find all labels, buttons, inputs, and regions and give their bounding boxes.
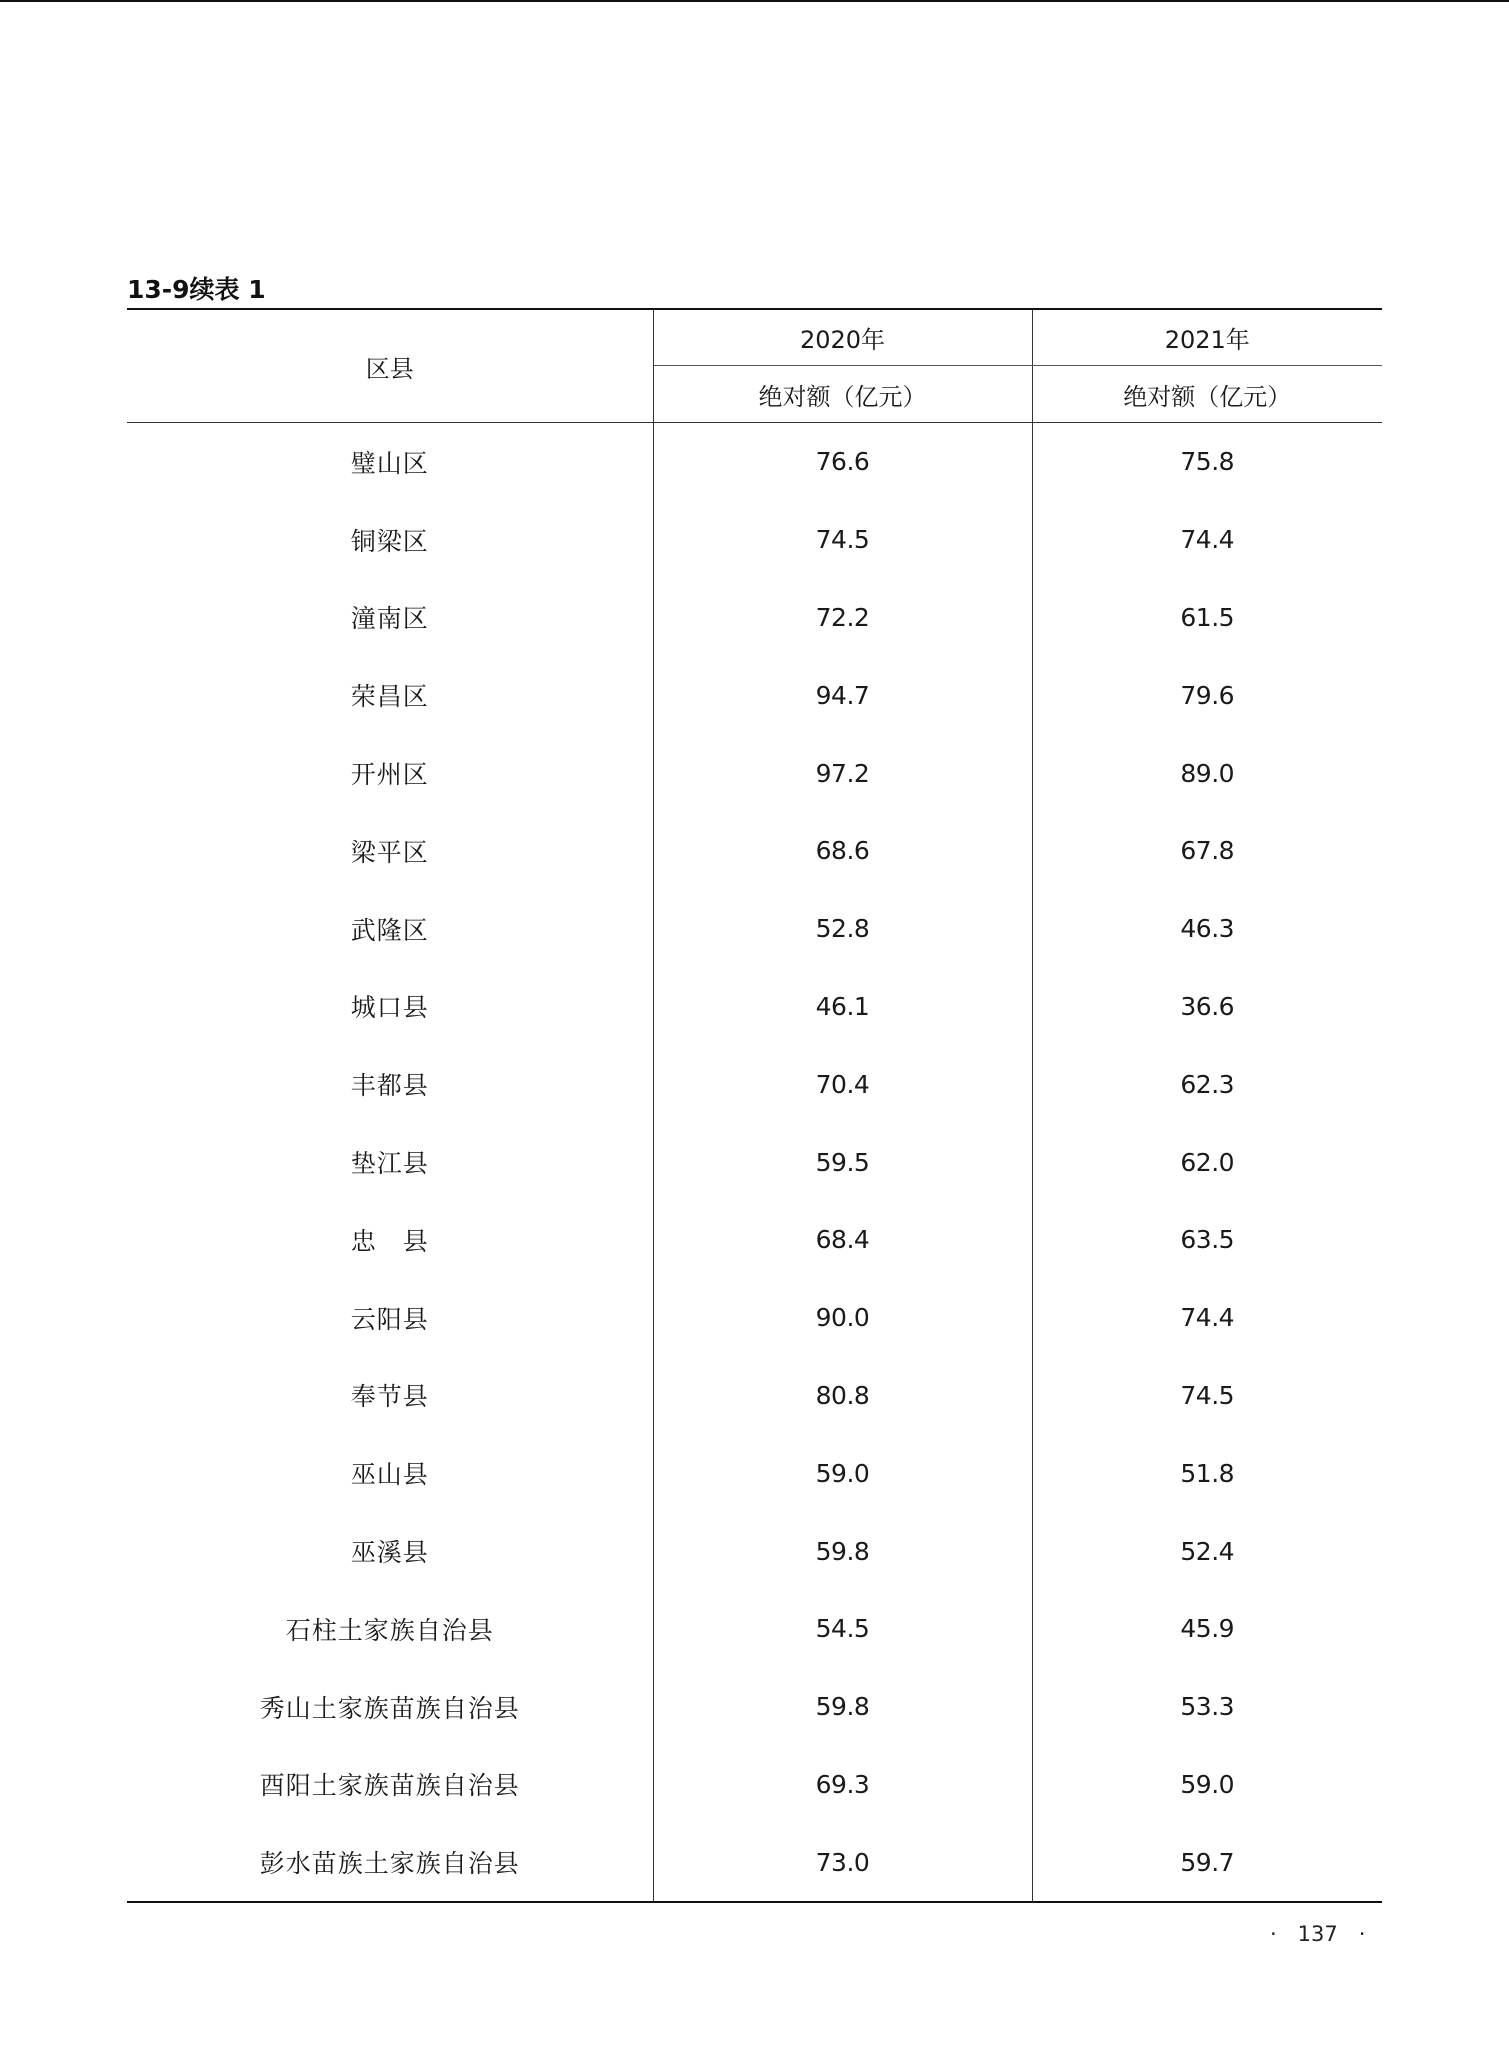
table-row [127, 1123, 1382, 1201]
county-name-cell: 荣昌区 [127, 656, 653, 734]
county-name-cell: 开州区 [127, 734, 653, 812]
table-body [127, 423, 1382, 1903]
value-2021-cell: 63.5 [1180, 1225, 1235, 1255]
value-2020-cell: 59.8 [653, 1512, 1032, 1590]
table-row [127, 423, 1382, 501]
value-2021-cell: 36.6 [1180, 991, 1235, 1021]
table-row [127, 890, 1382, 968]
table-row [127, 1668, 1382, 1746]
county-name-cell: 奉节县 [127, 1357, 653, 1435]
value-2020-cell: 94.7 [653, 656, 1032, 734]
page-number: · 137 · [1270, 1922, 1366, 1946]
table-row [127, 1590, 1382, 1668]
value-2020-cell: 80.8 [653, 1357, 1032, 1435]
table-row [127, 1357, 1382, 1435]
value-2020-cell: 52.8 [653, 890, 1032, 968]
county-column-header: 区县 [127, 309, 653, 423]
value-2021-cell: 67.8 [1180, 836, 1235, 866]
value-2020-cell: 59.5 [653, 1123, 1032, 1201]
value-2020-cell: 76.6 [653, 423, 1032, 501]
county-name-cell: 秀山土家族苗族自治县 [127, 1668, 653, 1746]
value-2020-cell: 68.4 [653, 1201, 1032, 1279]
county-name-cell: 忠 县 [127, 1201, 653, 1279]
value-2021-cell: 52.4 [1180, 1536, 1235, 1566]
county-name-cell: 石柱土家族自治县 [127, 1590, 653, 1668]
county-name-cell: 巫溪县 [127, 1512, 653, 1590]
table-row [127, 656, 1382, 734]
value-2021-cell: 79.6 [1180, 680, 1235, 710]
table-row [127, 1512, 1382, 1590]
table-row [127, 1823, 1382, 1902]
table-row [127, 1201, 1382, 1279]
value-2021-cell: 74.4 [1180, 1303, 1235, 1333]
county-name-cell: 酉阳土家族苗族自治县 [127, 1746, 653, 1824]
page-top-border [0, 0, 1509, 2]
county-name-cell: 璧山区 [127, 423, 653, 501]
value-2020-cell: 73.0 [653, 1823, 1032, 1902]
value-2020-cell: 59.8 [653, 1668, 1032, 1746]
table-row [127, 812, 1382, 890]
unit-2020-header: 绝对额（亿元） [653, 366, 1032, 423]
value-2020-cell: 74.5 [653, 501, 1032, 579]
year-2021-header: 2021年 [1032, 309, 1382, 366]
value-2021-cell: 74.4 [1180, 525, 1235, 555]
value-2020-cell: 46.1 [653, 968, 1032, 1046]
table-row [127, 968, 1382, 1046]
county-name-cell: 云阳县 [127, 1279, 653, 1357]
county-name-cell: 武隆区 [127, 890, 653, 968]
unit-2021-header: 绝对额（亿元） [1032, 366, 1382, 423]
county-name-cell: 梁平区 [127, 812, 653, 890]
value-2021-cell: 89.0 [1180, 758, 1235, 788]
table-row [127, 1045, 1382, 1123]
year-2020-header: 2020年 [653, 309, 1032, 366]
value-2021-cell: 53.3 [1180, 1692, 1235, 1722]
value-2020-cell: 90.0 [653, 1279, 1032, 1357]
county-name-cell: 潼南区 [127, 579, 653, 657]
table-caption: 13-9续表 1 [127, 275, 266, 304]
table-row [127, 1434, 1382, 1512]
value-2021-cell: 45.9 [1180, 1614, 1235, 1644]
value-2020-cell: 68.6 [653, 812, 1032, 890]
county-name-cell: 垫江县 [127, 1123, 653, 1201]
value-2021-cell: 74.5 [1180, 1380, 1235, 1410]
value-2020-cell: 69.3 [653, 1746, 1032, 1824]
value-2021-cell: 61.5 [1180, 602, 1235, 632]
value-2020-cell: 97.2 [653, 734, 1032, 812]
value-2020-cell: 54.5 [653, 1590, 1032, 1668]
table-row [127, 734, 1382, 812]
table-row [127, 1279, 1382, 1357]
header-row-years [127, 309, 1382, 366]
table-row [127, 501, 1382, 579]
table-row [127, 1746, 1382, 1824]
table-row [127, 579, 1382, 657]
value-2020-cell: 70.4 [653, 1045, 1032, 1123]
value-2021-cell: 62.0 [1180, 1147, 1235, 1177]
county-name-cell: 城口县 [127, 968, 653, 1046]
value-2021-cell: 46.3 [1180, 914, 1235, 944]
county-name-cell: 铜梁区 [127, 501, 653, 579]
value-2021-cell: 62.3 [1180, 1069, 1235, 1099]
value-2021-cell: 51.8 [1180, 1458, 1235, 1488]
value-2021-cell: 59.7 [1032, 1823, 1382, 1902]
value-2020-cell: 59.0 [653, 1434, 1032, 1512]
county-name-cell: 丰都县 [127, 1045, 653, 1123]
county-name-cell: 彭水苗族土家族自治县 [127, 1823, 653, 1902]
value-2020-cell: 72.2 [653, 579, 1032, 657]
value-2021-cell: 75.8 [1180, 447, 1235, 477]
county-data-table [127, 308, 1382, 1903]
county-name-cell: 巫山县 [127, 1434, 653, 1512]
value-2021-cell: 59.0 [1180, 1769, 1235, 1799]
